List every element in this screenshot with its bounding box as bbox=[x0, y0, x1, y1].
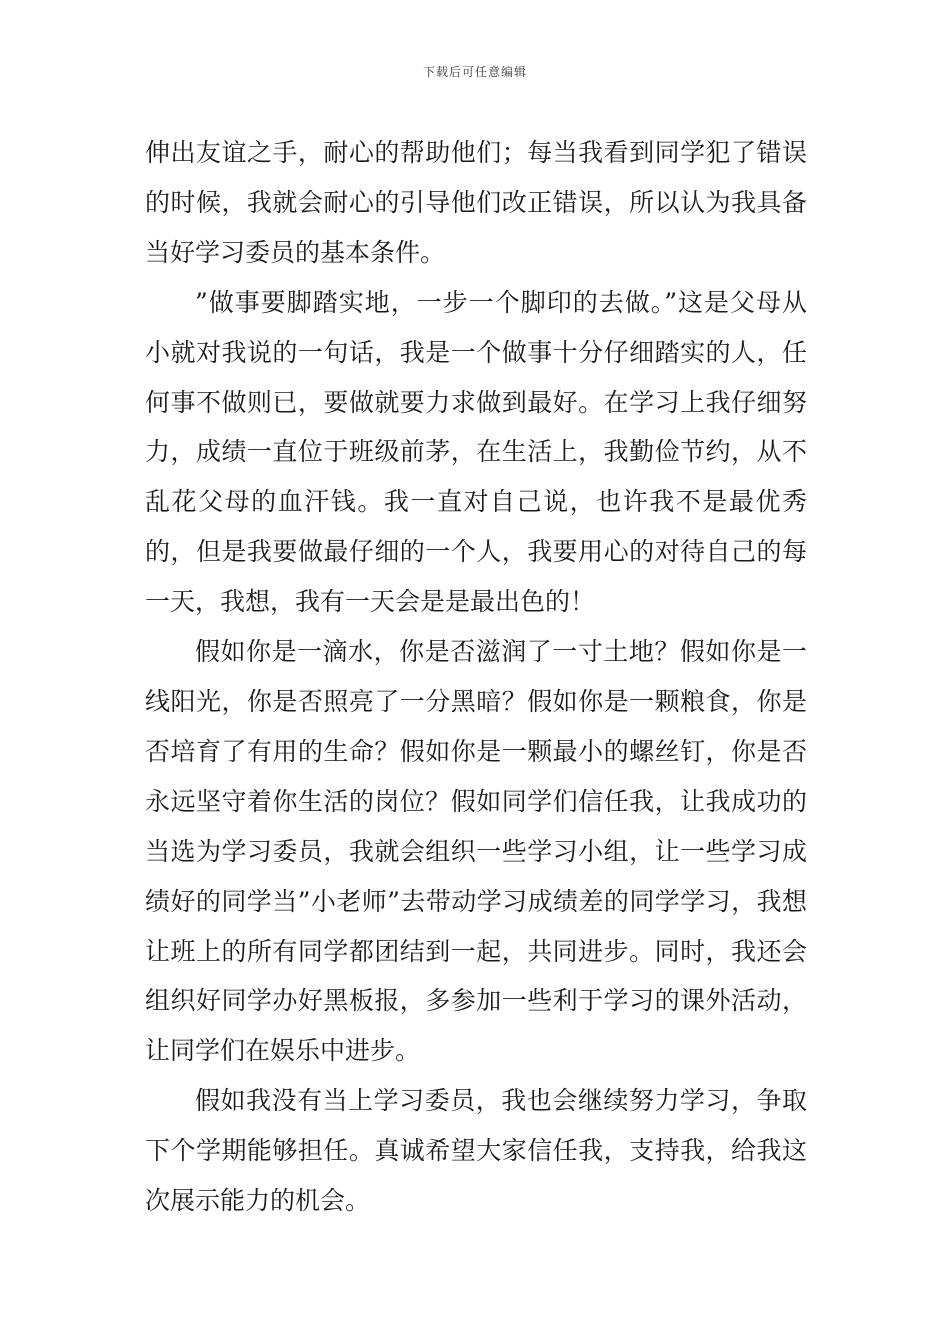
document-body bbox=[145, 128, 807, 1226]
paragraph: 伸出友谊之手，耐心的帮助他们；每当我看到同学犯了错误的时候，我就会耐心的引导他们改正错误，所以认为我具备当好学习委员的基本条件。 bbox=[145, 138, 807, 267]
paragraph: ”做事要脚踏实地，一步一个脚印的去做。”这是父母从小就对我说的一句话，我是一个做事十分仔细踏实的人，任何事不做则已，要做就要力求做到最好。在学习上我仔细努力，成绩一直位于班级前茅，在生活上，我勤俭节约，从不乱花父母的血汗钱。我一直对自己说，也许我不是最优秀的，但是我要做最仔细的一个人，我要用心的对待自己的每一天，我想，我有一天会是是最出色的！ bbox=[145, 287, 807, 617]
paragraph: 假如我没有当上学习委员，我也会继续努力学习，争取下个学期能够担任。真诚希望大家信任我，支持我，给我这次展示能力的机会。 bbox=[145, 1086, 807, 1216]
paragraph: 假如你是一滴水，你是否滋润了一寸土地？假如你是一线阳光，你是否照亮了一分黑暗？假如你是一颗粮食，你是否培育了有用的生命？假如你是一颗最小的螺丝钉，你是否永远坚守着你生活的岗位？假如同学们信任我，让我成功的当选为学习委员，我就会组织一些学习小组，让一些学习成绩好的同学当”小老师”去带动学习成绩差的同学学习，我想让班上的所有同学都团结到一起，共同进步。同时，我还会组织好同学办好黑板报，多参加一些利于学习的课外活动，让同学们在娱乐中进步。 bbox=[145, 637, 807, 1066]
page-header-note: 下载后可任意编辑 bbox=[422, 65, 527, 79]
